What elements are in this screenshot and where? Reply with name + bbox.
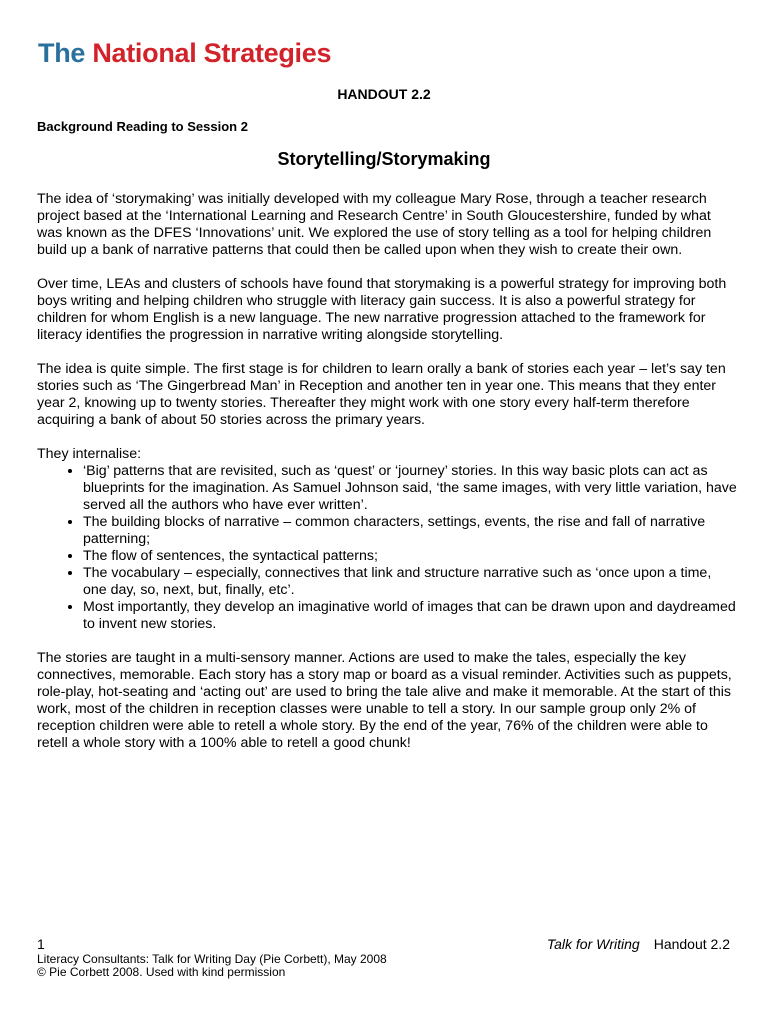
list-lead: They internalise: [37, 446, 142, 462]
list-item: • The vocabulary – especially, connectives that link and structure narrative such as ‘once upon a time, one day, so, next, but, finally, etc’. [83, 565, 737, 599]
paragraph-3: The idea is quite simple. The first stage is for children to learn orally a bank of stories each year – let’s say ten stories such as ‘The Gingerbread Man’ in Reception and another ten in year one. This means that they enter year 2, knowing up to twenty stories. Thereafter they might work with one story every half-term therefore acquiring a bank of about 50 stories across the primary years. [37, 361, 726, 428]
bullet-list [37, 463, 737, 633]
footer-credit-line: Literacy Consultants: Talk for Writing Day (Pie Corbett), May 2008 [37, 952, 387, 966]
list-item: • Most importantly, they develop an imaginative world of images that can be drawn upon and daydreamed to invent new stories. [83, 599, 737, 633]
logo-the-text: The [38, 38, 86, 68]
list-item: • The flow of sentences, the syntactical patterns; [83, 548, 737, 565]
national-strategies-logo [38, 38, 331, 69]
subheading: Background Reading to Session 2 [37, 119, 248, 134]
document-body [37, 191, 737, 769]
handout-label: Handout 2.2 [653, 936, 730, 952]
copyright-line: © Pie Corbett 2008. Used with kind permission [37, 965, 286, 979]
paragraph-1: The idea of ‘storymaking’ was initially developed with my colleague Mary Rose, through a teacher research project based at the ‘International Learning and Research Centre’ in South Gloucestershire, funded by what was known as the DFES ‘Innovations’ unit. We explored the use of story telling as a tool for helping children build up a bank of narrative patterns that could then be called upon when they wish to create their own. [37, 191, 712, 258]
paragraph-2: Over time, LEAs and clusters of schools have found that storymaking is a powerful strategy for improving both boys writing and helping children who struggle with literacy gain success. It is also a powerful strategy for children for whom English is a new language. The new narrative progression attached to the framework for literacy identifies the progression in narrative writing alongside storytelling. [37, 276, 727, 343]
page-number: 1 [37, 936, 45, 952]
footer-series [547, 936, 730, 952]
list-item: • The building blocks of narrative – common characters, settings, events, the rise and fall of narrative patterning; [83, 514, 737, 548]
logo-brand-text: National Strategies [92, 38, 332, 68]
list-item: • ‘Big’ patterns that are revisited, such as ‘quest’ or ‘journey’ stories. In this way basic plots can act as blueprints for the imagination. As Samuel Johnson said, ‘the same images, with very little variation, have served all the authors who have ever written’. [83, 463, 737, 514]
series-title: Talk for Writing [546, 936, 640, 952]
page-title: Storytelling/Storymaking [277, 149, 491, 169]
paragraph-4: The stories are taught in a multi-sensory manner. Actions are used to make the tales, especially the key connectives, memorable. Each story has a story map or board as a visual reminder. Activities such as puppets, role-play, hot-seating and ‘acting out’ are used to bring the tale alive and make it memorable. At the start of this work, most of the children in reception classes were unable to tell a story. In our sample group only 2% of reception children were able to retell a whole story. By the end of the year, 76% of the children were able to retell a whole story with a 100% able to retell a good chunk! [37, 650, 732, 751]
handout-number: HANDOUT 2.2 [337, 86, 431, 102]
